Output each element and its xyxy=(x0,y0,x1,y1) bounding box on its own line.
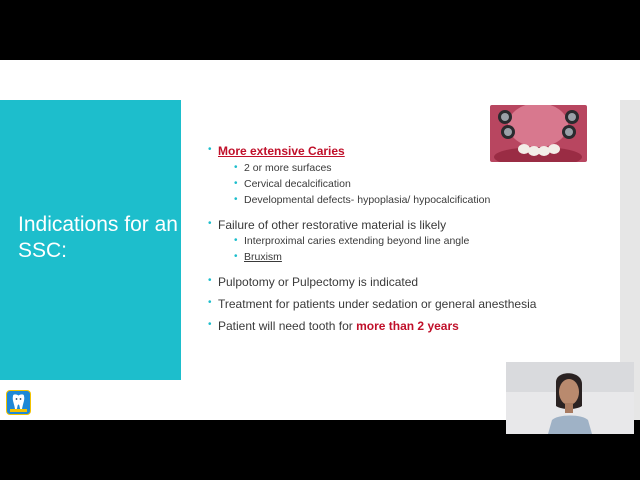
bullet-text: More extensive Caries xyxy=(218,144,345,158)
bullet-dot-icon: • xyxy=(234,178,238,189)
bullet-dot-icon: • xyxy=(234,162,238,173)
bullet-dot-icon: • xyxy=(234,235,238,246)
bullet-dot-icon: • xyxy=(208,319,212,330)
crowns-photo xyxy=(490,105,587,162)
bullet-dot-icon: • xyxy=(208,297,212,308)
bullet-text: Cervical decalcification xyxy=(244,178,351,190)
bullet-text: Failure of other restorative material is likely xyxy=(218,218,447,232)
bullet-text: 2 or more surfaces xyxy=(244,162,332,174)
bullet-dot-icon: • xyxy=(208,218,212,229)
slide-title: Indications for an SSC: xyxy=(18,213,178,262)
bullet-dot-icon: • xyxy=(208,144,212,155)
bullet-dot-icon: • xyxy=(208,275,212,286)
bullet-dot-icon: • xyxy=(234,251,238,262)
webcam-feed xyxy=(506,362,634,434)
tooth-logo-icon xyxy=(6,390,31,415)
bullet-text: Interproximal caries extending beyond line angle xyxy=(244,235,470,247)
bullet-text-plain: Patient will need tooth for xyxy=(218,319,357,333)
bullet-text: Bruxism xyxy=(244,251,282,263)
bullet-text: Pulpotomy or Pulpectomy is indicated xyxy=(218,275,419,289)
bullet-text: Developmental defects- hypoplasia/ hypocalcification xyxy=(244,194,491,206)
bullet-text xyxy=(218,319,459,333)
bullet-dot-icon: • xyxy=(234,194,238,205)
bullet-text-emphasis: more than 2 years xyxy=(356,319,459,333)
bullet-text: Treatment for patients under sedation or general anesthesia xyxy=(218,297,537,311)
